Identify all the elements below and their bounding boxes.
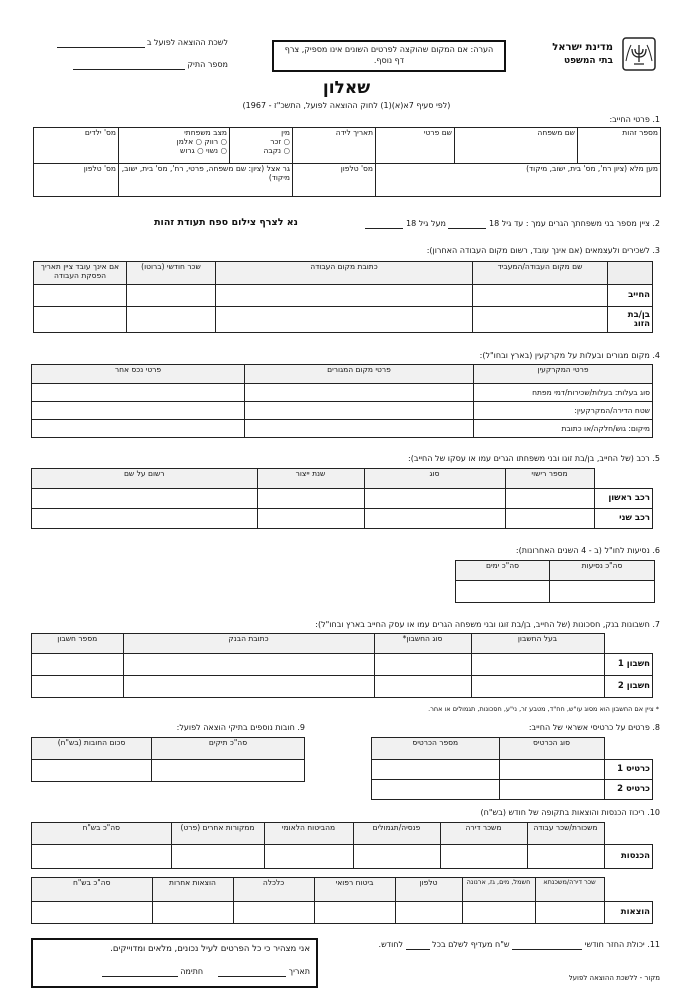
salary-header: שכר חודשי (ברוטו) xyxy=(127,262,216,285)
work-address-header: כתובת מקום העבודה xyxy=(216,262,473,285)
s4-title: 4. מקום מגורים ובעלות על מקרקעין (בארץ ובחו"ל): xyxy=(479,351,660,360)
birth-date-cell[interactable]: תאריך לידה xyxy=(293,128,376,164)
s11-line: 11. יכולת החזר חודשי ש"ח מעדיף לשלם בכל לחודש. xyxy=(378,940,660,949)
note-box xyxy=(272,40,506,72)
s7-footnote: * ציין אם החשבון הוא מסוג עו"ש, חח"ד, מטבע זר, ני"ע, חסכונות, תגמולים או אחר. xyxy=(428,705,659,713)
debtor-details-table xyxy=(33,127,661,197)
s7-title: 7. חשבונות בנק, חסכונות (של החייב, בן/בת זוגו ובני משפחה הגרים עמו או עסק החייב בארץ ובחו"ל): xyxy=(315,620,660,629)
marital-cell[interactable]: מצב משפחתי ○ רווק ○ אלמן ○ נשוי ○ גרוש xyxy=(119,128,230,164)
id-note: נא לצרף צילום ספח תעודת זהות xyxy=(154,217,298,228)
last-name-cell[interactable]: שם משפחה xyxy=(455,128,578,164)
date-label: תאריך xyxy=(288,967,310,976)
address-cell[interactable]: מען מלא (ציון רח', מס' בית, ישוב, מיקוד) xyxy=(376,164,661,197)
bank-accounts-table: בעל החשבון סוג החשבון* כתובת הבנק מספר חשבון חשבון 1 חשבון 2 xyxy=(31,633,653,698)
s8-title: 8. פרטים על כרטיסי אשראי של החייב: xyxy=(528,723,660,732)
file-number-input[interactable] xyxy=(73,61,185,70)
table-row: בן/בת הזוג xyxy=(34,307,653,333)
end-date-header: אם אינך עובד ציין תאריך הפסקת העבודה xyxy=(34,262,127,285)
s2-line: 2. ציין מספר בני משפחתך הגרים עמך : עד גיל 18 מעל גיל 18 xyxy=(365,219,660,229)
s9-title: 9. חובות נוספים בתיקי הוצאה לפועל: xyxy=(176,723,305,732)
state-label: מדינת ישראל xyxy=(552,42,613,53)
s1-title: 1. פרטי החייב: xyxy=(609,115,660,124)
fee-office-input[interactable] xyxy=(57,39,145,48)
phone2-cell[interactable]: מס' טלפון xyxy=(34,164,119,197)
credit-cards-table: סוג הכרטיס מספר הכרטיס כרטיס 1 כרטיס 2 xyxy=(371,737,653,800)
note-text: הערה: אם המקום שהוקצה לפרטים השונים אינו מספיק, צרף דף נוסף. xyxy=(284,45,494,65)
monthly-payment-input[interactable] xyxy=(512,941,582,950)
file-number-label: מספר התיק xyxy=(73,60,228,70)
id-number-cell[interactable]: מספר זהות xyxy=(578,128,661,164)
signature-input[interactable] xyxy=(102,968,178,977)
page-title: שאלון xyxy=(322,78,371,98)
declaration-text: אני מצהיר כי כל הפרטים לעיל נכונים, מלאים ומדוייקים. xyxy=(110,944,310,954)
income-table: משכורת/שכר עבודה משכר דירה פנסיה/תגמולים מהביטוח הלאומי ממקורות אחרים (פרט) סה"כ בש"ח הכנסות xyxy=(31,822,653,869)
declaration-box xyxy=(31,938,318,988)
property-table: פרטי המקרקעין פרטי מקום המגורים פרטי נכס אחר סוג בעלות: בעלות/שכירות/דמי מפתח שטח הדירה/המקרקעין: מיקום: גוש/חלקה/או כתובת xyxy=(31,364,653,438)
courts-label: בתי המשפט xyxy=(564,56,613,66)
children-cell[interactable]: מס' ילדים xyxy=(34,128,119,164)
fee-office-label: לשכת ההוצאה לפועל ב xyxy=(57,38,228,48)
s10-title: 10. ריכוז הכנסות והוצאות בתקופה של חודש (בש"ח) xyxy=(480,808,660,817)
gender-cell[interactable]: מין ○ זכר ○ נקבה xyxy=(230,128,293,164)
phone1-cell[interactable]: מס' טלפון xyxy=(293,164,376,197)
page-subtitle: (לפי סעיף 7א(א)(1) לחוק ההוצאה לפועל, התשכ"ז - 1967) xyxy=(242,101,451,110)
s5-title: 5. רכב (של החייב, בן/בת זוגו ובני משפחתו הגרים עמו או עסקו של החייב): xyxy=(408,454,660,463)
menorah-emblem-icon xyxy=(622,37,656,71)
signature-label: חתימה xyxy=(180,967,204,976)
expenses-table: שכר דירה/משכנתא חשמל, מים, גז, ארנונה טלפון ביטוח רפואי כלכלה הוצאות אחרות סה"כ בש"ח הוצאות xyxy=(31,877,653,924)
under18-input[interactable] xyxy=(448,220,486,229)
source-label: מקור - ללשכת ההוצאה לפועל xyxy=(568,974,660,982)
employer-header: שם מקום העבודה/המעביד xyxy=(473,262,608,285)
over18-input[interactable] xyxy=(365,220,403,229)
travel-table: סה"כ נסיעות סה"כ ימים xyxy=(455,560,655,603)
table-row: החייב xyxy=(34,285,653,307)
debts-table: סה"כ תיקים סכום החובות (בש"ח) xyxy=(31,737,305,782)
lives-with-cell[interactable]: גר אצל (ציון: שם משפחה, פרטי, רח', מס' בית, ישוב, מיקוד) xyxy=(119,164,293,197)
payment-day-input[interactable] xyxy=(406,941,430,950)
s6-title: 6. נסיעות לחו"ל (ב - 4 השנים האחרונות): xyxy=(515,546,660,555)
first-name-cell[interactable]: שם פרטי xyxy=(376,128,455,164)
vehicles-table: מספר רישוי סוג שנת ייצור רשום על שם רכב ראשון רכב שני xyxy=(31,468,653,529)
employment-table xyxy=(33,261,653,333)
s3-title: 3. לשכירים ולעצמאים (אם אינך עובד, רשום מקום העבודה האחרון): xyxy=(426,246,660,255)
date-input[interactable] xyxy=(218,968,286,977)
